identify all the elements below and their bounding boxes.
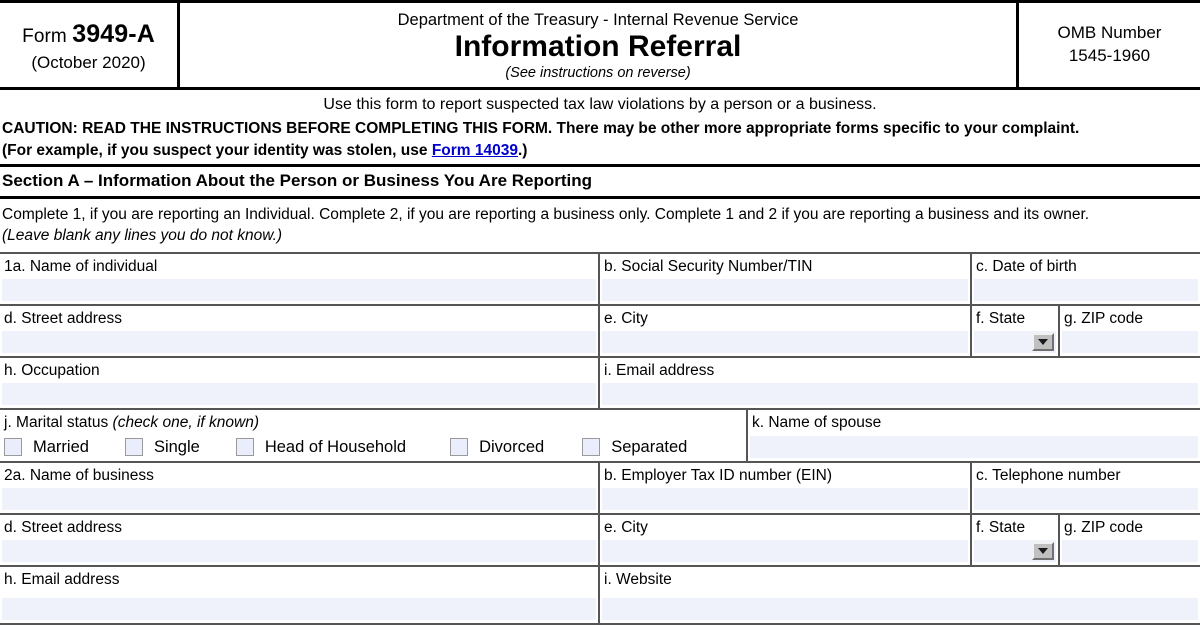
form-number: 3949-A <box>72 19 155 48</box>
cell-website <box>600 567 1200 623</box>
checkbox-separated[interactable] <box>582 438 600 456</box>
label-street-address-1: d. Street address <box>4 309 123 327</box>
cell-name-of-individual <box>0 254 600 304</box>
cell-state-2 <box>972 515 1060 565</box>
label-occupation: h. Occupation <box>4 361 100 379</box>
cell-city-1 <box>600 306 972 356</box>
select-state-1[interactable] <box>974 331 1056 353</box>
cell-zip-2 <box>1060 515 1200 565</box>
caution-line-1: CAUTION: READ THE INSTRUCTIONS BEFORE COMPLETING THIS FORM. There may be other more appropriate forms specific to your complaint. <box>2 120 1080 137</box>
field-wrap-occupation <box>0 383 598 408</box>
row-business-contact <box>0 567 1200 623</box>
field-wrap-ssn-tin <box>600 279 970 304</box>
label-date-of-birth: c. Date of birth <box>976 257 1077 275</box>
form-prefix-label: Form <box>22 25 67 47</box>
cell-email-1 <box>600 358 1200 408</box>
cell-occupation <box>0 358 600 408</box>
cell-street-address-1 <box>0 306 600 356</box>
form-title: Information Referral <box>454 29 742 63</box>
section-a-instructions-note: (Leave blank any lines you do not know.) <box>2 226 283 244</box>
input-ssn-tin[interactable] <box>602 279 968 301</box>
checkbox-head-of-household[interactable] <box>236 438 254 456</box>
cell-name-of-business <box>0 463 600 513</box>
field-wrap-telephone <box>972 488 1200 513</box>
input-date-of-birth[interactable] <box>974 279 1198 301</box>
label-zip-2: g. ZIP code <box>1064 518 1143 536</box>
label-separated: Separated <box>611 437 688 456</box>
cell-ssn-tin <box>600 254 972 304</box>
form-number-line <box>22 20 155 49</box>
cell-name-of-spouse <box>748 410 1200 461</box>
label-city-1: e. City <box>604 309 648 327</box>
checkbox-divorced[interactable] <box>450 438 468 456</box>
label-marital-status-main: j. Marital status <box>4 413 113 431</box>
row-individual-address <box>0 306 1200 358</box>
field-wrap-street-address-2 <box>0 540 598 565</box>
field-wrap-zip-1 <box>1060 331 1200 356</box>
field-wrap-ein <box>600 488 970 513</box>
option-single[interactable] <box>125 438 200 457</box>
label-zip-1: g. ZIP code <box>1064 309 1143 327</box>
cell-marital-status <box>0 410 748 461</box>
label-city-2: e. City <box>604 518 648 536</box>
label-ssn-tin: b. Social Security Number/TIN <box>604 257 813 275</box>
option-head-of-household[interactable] <box>236 438 406 457</box>
field-wrap-state-2 <box>972 540 1058 565</box>
input-email-1[interactable] <box>602 383 1198 405</box>
section-a-instructions <box>0 199 1200 252</box>
input-website[interactable] <box>602 598 1198 620</box>
omb-number: 1545-1960 <box>1068 46 1151 65</box>
input-ein[interactable] <box>602 488 968 510</box>
section-a-field-grid <box>0 252 1200 625</box>
row-individual-name <box>0 254 1200 306</box>
form-purpose-text: Use this form to report suspected tax law violations by a person or a business. <box>323 96 877 113</box>
chevron-down-icon[interactable] <box>1032 542 1054 560</box>
field-wrap-city-1 <box>600 331 970 356</box>
option-separated[interactable] <box>582 438 687 457</box>
label-single: Single <box>153 437 200 456</box>
label-name-of-individual: 1a. Name of individual <box>4 257 158 275</box>
field-wrap-website <box>600 598 1200 623</box>
option-divorced[interactable] <box>450 438 544 457</box>
label-email-1: i. Email address <box>604 361 715 379</box>
form-title-block <box>180 3 1016 87</box>
row-marital-status <box>0 410 1200 463</box>
field-wrap-name-of-spouse <box>748 436 1200 461</box>
caution-suffix: .) <box>517 142 528 159</box>
label-marital-status-note: (check one, if known) <box>112 413 259 431</box>
marital-status-options <box>0 436 746 461</box>
caution-prefix: (For example, if you suspect your identity was stolen, use <box>2 142 432 159</box>
field-wrap-name-of-individual <box>0 279 598 304</box>
cell-city-2 <box>600 515 972 565</box>
field-wrap-date-of-birth <box>972 279 1200 304</box>
form-identity-block <box>0 3 180 87</box>
form-subtitle: (See instructions on reverse) <box>505 65 691 82</box>
input-telephone[interactable] <box>974 488 1198 510</box>
label-name-of-business: 2a. Name of business <box>4 466 154 484</box>
input-zip-1[interactable] <box>1062 331 1198 353</box>
input-street-address-1[interactable] <box>2 331 596 353</box>
section-a-instructions-line: Complete 1, if you are reporting an Individual. Complete 2, if you are reporting a business only. Complete 1 and 2 if you are reporting a business and its owner. <box>2 206 1090 223</box>
label-marital-status <box>0 410 746 434</box>
label-website: i. Website <box>604 570 672 588</box>
select-state-2[interactable] <box>974 540 1056 562</box>
label-state-1: f. State <box>976 309 1026 327</box>
label-state-2: f. State <box>976 518 1026 536</box>
field-wrap-state-1 <box>972 331 1058 356</box>
notice-block <box>0 90 1200 164</box>
label-head-of-household: Head of Household <box>264 437 407 456</box>
cell-state-1 <box>972 306 1060 356</box>
field-wrap-street-address-1 <box>0 331 598 356</box>
label-street-address-2: d. Street address <box>4 518 123 536</box>
form-14039-link[interactable]: Form 14039 <box>431 142 518 159</box>
chevron-down-icon[interactable] <box>1032 333 1054 351</box>
row-business-address <box>0 515 1200 567</box>
field-wrap-name-of-business <box>0 488 598 513</box>
input-city-2[interactable] <box>602 540 968 562</box>
omb-block <box>1016 3 1200 87</box>
field-wrap-email-2 <box>0 598 598 623</box>
label-telephone: c. Telephone number <box>976 466 1121 484</box>
omb-label: OMB Number <box>1057 23 1162 43</box>
section-a-heading: Section A – Information About the Person or Business You Are Reporting <box>0 164 1200 199</box>
cell-ein <box>600 463 972 513</box>
field-wrap-email-1 <box>600 383 1200 408</box>
cell-zip-1 <box>1060 306 1200 356</box>
label-name-of-spouse: k. Name of spouse <box>752 413 882 431</box>
department-label: Department of the Treasury - Internal Revenue Service <box>397 10 799 29</box>
label-email-2: h. Email address <box>4 570 120 588</box>
checkbox-married[interactable] <box>4 438 22 456</box>
input-zip-2[interactable] <box>1062 540 1198 562</box>
cell-email-2 <box>0 567 600 623</box>
input-occupation[interactable] <box>2 383 596 405</box>
input-name-of-spouse[interactable] <box>750 436 1198 458</box>
field-wrap-zip-2 <box>1060 540 1200 565</box>
row-business-name <box>0 463 1200 515</box>
form-header <box>0 0 1200 90</box>
field-wrap-city-2 <box>600 540 970 565</box>
cell-street-address-2 <box>0 515 600 565</box>
label-ein: b. Employer Tax ID number (EIN) <box>604 466 832 484</box>
checkbox-single[interactable] <box>125 438 143 456</box>
row-occupation-email <box>0 358 1200 410</box>
input-name-of-business[interactable] <box>2 488 596 510</box>
input-city-1[interactable] <box>602 331 968 353</box>
label-divorced: Divorced <box>479 437 545 456</box>
cell-date-of-birth <box>972 254 1200 304</box>
input-street-address-2[interactable] <box>2 540 596 562</box>
cell-telephone <box>972 463 1200 513</box>
label-married: Married <box>33 437 89 456</box>
caution-text <box>2 118 1198 164</box>
caution-line-2 <box>2 140 1198 162</box>
form-revision-date: (October 2020) <box>31 52 146 72</box>
input-name-of-individual[interactable] <box>2 279 596 301</box>
input-email-2[interactable] <box>2 598 596 620</box>
option-married[interactable] <box>4 438 89 457</box>
